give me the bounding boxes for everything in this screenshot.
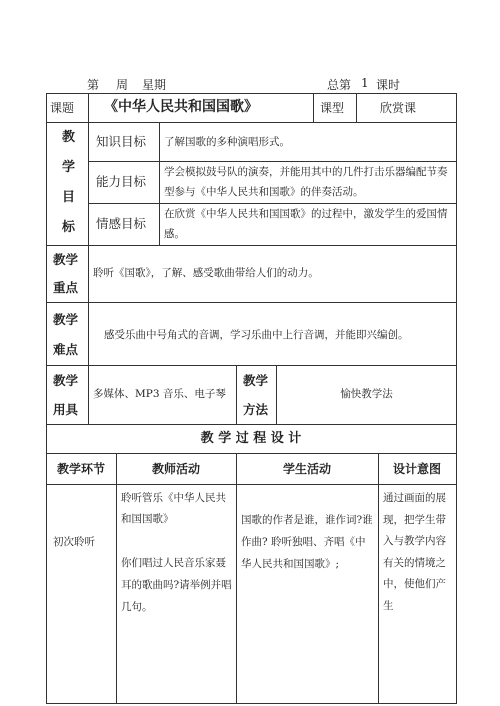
- objectives-group-char-2: 学: [62, 160, 76, 175]
- focus-label-2: 重点: [53, 280, 79, 295]
- objective-text-ability: 学会模拟鼓号队的演奏，并能用其中的几件打击乐器编配节奏型参与《中华人民共和国歌》的伴奏活动。: [164, 166, 448, 198]
- week-mid-label: 周: [116, 78, 129, 92]
- process-title: 教 学 过 程 设 计: [200, 431, 302, 446]
- tools-text: 多媒体、MP3 音乐、电子琴: [93, 388, 226, 400]
- course-type-label: 课型: [320, 101, 345, 115]
- tools-label-2: 用具: [53, 402, 79, 417]
- objective-text-knowledge: 了解国歌的多种演唱形式。: [164, 136, 290, 148]
- column-header-student: 学生活动: [282, 462, 331, 476]
- method-text: 愉快教学法: [340, 388, 393, 400]
- process-student-activity: 国歌的作者是谁，谁作词?谁作曲? 聆听独唱、齐唱《中华人民共和国国歌》;: [241, 514, 373, 570]
- difficulty-label-1: 教学: [53, 312, 79, 327]
- objectives-group-char-1: 教: [62, 130, 76, 145]
- process-design-intent: 通过画面的展现，把学生带入与教学内容有关的情境之中，使他们产生: [383, 492, 446, 612]
- week-label: 第: [87, 78, 100, 92]
- objective-label-ability: 能力目标: [96, 174, 147, 189]
- lesson-number: 1: [361, 76, 369, 90]
- course-title-label: 课题: [50, 101, 75, 115]
- difficulty-text: 感受乐曲中号角式的音调，学习乐曲中上行音调，并能即兴编创。: [104, 329, 409, 341]
- process-stage: 初次聆听: [53, 536, 95, 548]
- objectives-group-char-4: 标: [62, 220, 76, 235]
- process-teacher-activity-1: 聆听管乐《中华人民共和国国歌》: [121, 492, 226, 525]
- column-header-intent: 设计意图: [392, 462, 441, 476]
- course-type: 欣赏课: [380, 101, 417, 115]
- objective-text-emotion: 在欣赏《中华人民共和国国歌》的过程中，激发学生的爱国情感。: [164, 208, 448, 240]
- lesson-unit-label: 课时: [376, 78, 401, 92]
- objective-label-emotion: 情感目标: [96, 216, 147, 231]
- focus-text: 聆听《国歌》，了解、感受歌曲带给人们的动力。: [93, 267, 319, 279]
- objective-label-knowledge: 知识目标: [96, 134, 147, 149]
- objectives-group-char-3: 目: [62, 190, 76, 205]
- process-teacher-activity-2: 你们唱过人民音乐家聂耳的歌曲吗?请举例并唱几句。: [121, 557, 232, 613]
- tools-label-1: 教学: [53, 373, 79, 388]
- column-header-stage: 教学环节: [56, 462, 105, 476]
- total-label: 总第: [327, 78, 352, 92]
- weekday-label: 星期: [142, 78, 167, 92]
- column-header-teacher: 教师活动: [151, 462, 200, 476]
- difficulty-label-2: 难点: [53, 342, 79, 357]
- method-label-1: 教学: [243, 373, 269, 388]
- course-title: 《中华人民共和国国歌》: [104, 99, 258, 115]
- method-label-2: 方法: [243, 402, 269, 417]
- focus-label-1: 教学: [53, 252, 79, 267]
